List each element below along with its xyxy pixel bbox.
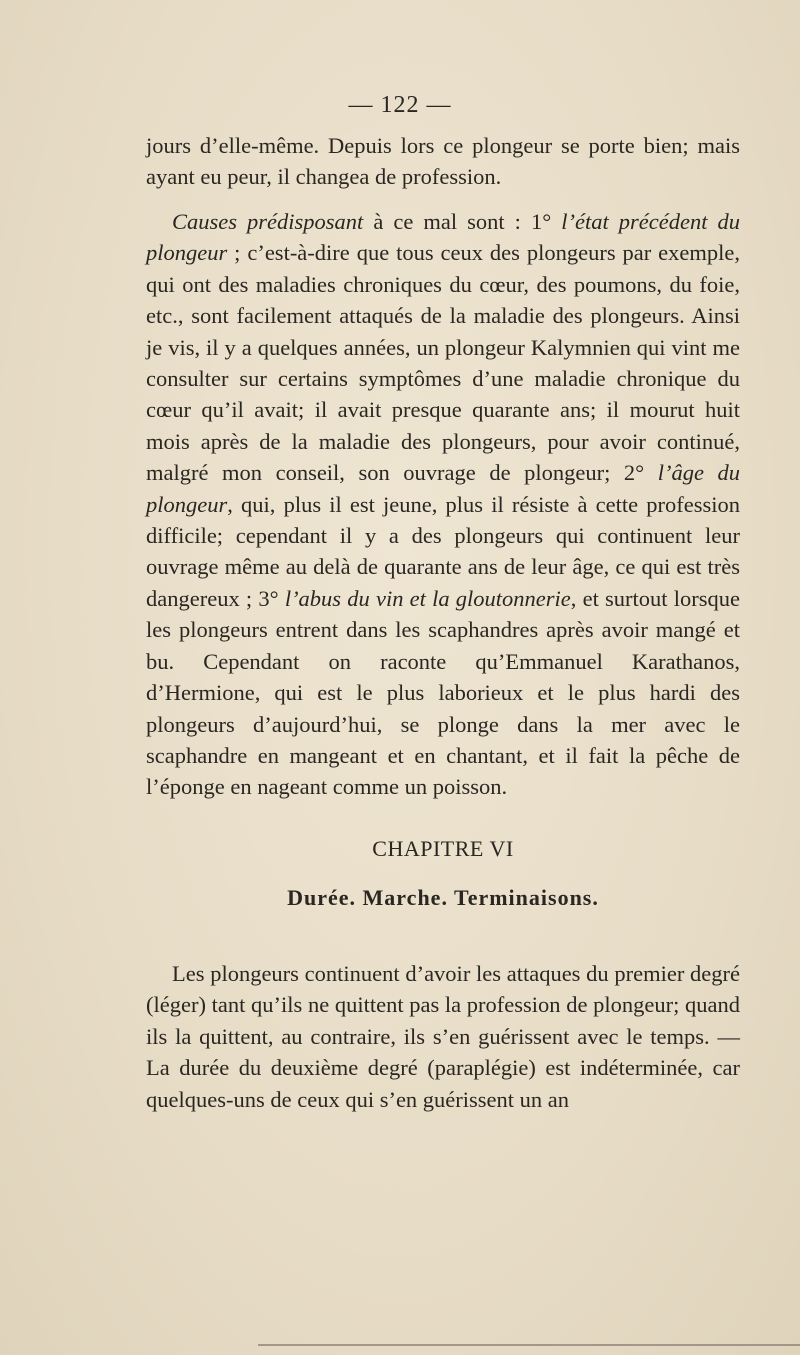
- paragraph-continuation-text: jours d’elle-même. Depuis lors ce plongeur se porte bien; mais ayant eu peur, il changea de profession.: [146, 133, 740, 190]
- causes-lead: Causes prédisposant: [172, 209, 364, 234]
- section-title: Durée. Marche. Terminaisons.: [287, 885, 599, 910]
- paragraph-duration-text: Les plongeurs continuent d’avoir les attaques du premier degré (léger) tant qu’ils ne quittent pas la profession de plongeur; quand ils la quittent, au contraire, ils s’en guérissent avec le temps. — La durée du deuxième degré (paraplégie) est indéterminée, car quelques-uns de ceux qui s’en guérissent un an: [146, 961, 740, 1112]
- bottom-rule: [258, 1344, 800, 1346]
- paragraph-continuation: [146, 130, 740, 193]
- chapter-title: CHAPITRE VI: [372, 836, 514, 861]
- causes-text-4: , et surtout lorsque les plongeurs entrent dans les scaphandres après avoir mangé et bu. Cependant on raconte qu’Emmanuel Karathanos, d’Hermione, qui est le plus laborieux et le plus hardi des plongeurs d’aujourd’hui, se plonge dans la mer avec le scaphandre en mangeant et en chantant, et il fait la pêche de l’éponge en nageant comme un poisson.: [146, 585, 740, 800]
- causes-text-2: ; c’est-à-dire que tous ceux des plongeurs par exemple, qui ont des maladies chroniques du cœur, des poumons, du foie, etc., sont facilement attaqués de la maladie des plongeurs. Ainsi je vis, il y a quelques années, un plongeur Kalymnien qui vint me consulter sur certains symptômes d’une maladie chronique du cœur qu’il avait; il avait presque quarante ans; il mourut huit mois après de la maladie des plongeurs, pour avoir continué, malgré mon conseil, son ouvrage de plongeur; 2°: [146, 240, 740, 486]
- paragraph-causes: [146, 206, 740, 803]
- paragraph-duration: [146, 958, 740, 1115]
- causes-italic-3: l’abus du vin et la gloutonnerie: [284, 585, 571, 611]
- page-number: — 122 —: [348, 92, 452, 118]
- causes-italic-1: l’état précédent du plongeur: [146, 209, 740, 266]
- causes-text-1: à ce mal sont : 1°: [363, 209, 562, 234]
- causes-italic-2: l’âge du plongeur: [146, 460, 741, 517]
- causes-text-3: , qui, plus il est jeune, plus il résiste à cette profession difficile; cependant il y a des plongeurs qui continuent leur ouvrage même au delà de quarante ans de leur âge, ce qui est très dangereux ; 3°: [146, 491, 740, 611]
